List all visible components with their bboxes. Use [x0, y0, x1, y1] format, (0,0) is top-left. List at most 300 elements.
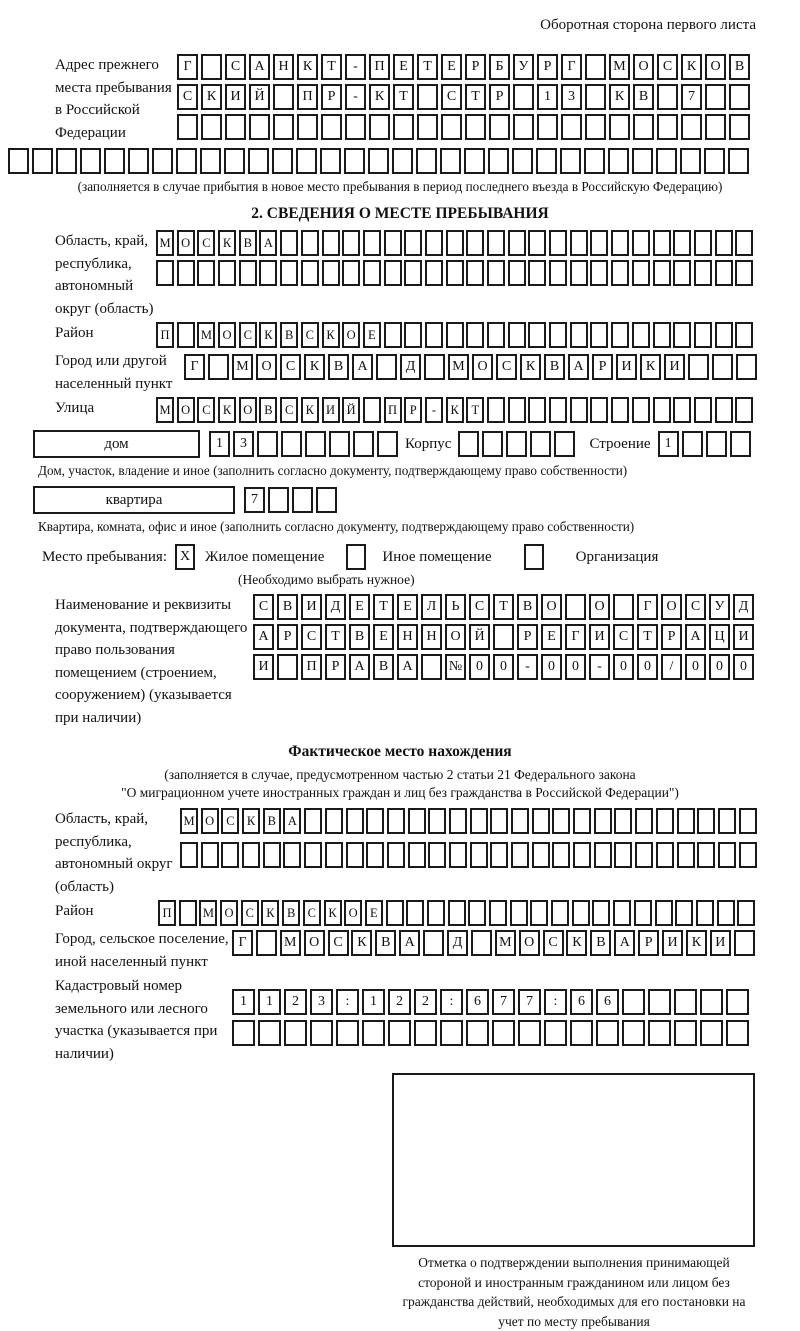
char-box[interactable]: П [384, 397, 402, 423]
char-box[interactable]: Н [273, 54, 294, 80]
char-box[interactable] [336, 1020, 359, 1046]
char-box[interactable]: Т [637, 624, 658, 650]
char-box[interactable] [726, 1020, 749, 1046]
char-box[interactable] [417, 84, 438, 110]
char-box[interactable]: С [221, 808, 239, 834]
char-box[interactable] [677, 808, 695, 834]
char-box[interactable]: 0 [469, 654, 490, 680]
char-box[interactable] [342, 260, 360, 286]
char-box[interactable] [573, 842, 591, 868]
char-box[interactable] [249, 114, 270, 140]
char-box[interactable] [632, 230, 650, 256]
char-box[interactable] [263, 842, 281, 868]
char-box[interactable]: К [201, 84, 222, 110]
char-box[interactable] [465, 114, 486, 140]
char-box[interactable] [466, 260, 484, 286]
char-box[interactable] [281, 431, 302, 457]
char-box[interactable]: 1 [209, 431, 230, 457]
char-box[interactable] [392, 148, 413, 174]
char-box[interactable] [325, 842, 343, 868]
char-box[interactable]: М [197, 322, 215, 348]
char-box[interactable]: В [373, 654, 394, 680]
char-box[interactable] [511, 842, 529, 868]
char-box[interactable] [570, 230, 588, 256]
char-box[interactable]: А [685, 624, 706, 650]
char-box[interactable]: 7 [681, 84, 702, 110]
char-box[interactable] [322, 230, 340, 256]
char-box[interactable]: С [613, 624, 634, 650]
char-box[interactable] [596, 1020, 619, 1046]
char-box[interactable]: М [180, 808, 198, 834]
char-box[interactable] [677, 842, 695, 868]
char-box[interactable]: Р [489, 84, 510, 110]
char-box[interactable]: 1 [658, 431, 679, 457]
char-box[interactable] [508, 397, 526, 423]
stay-type-checkbox-organization[interactable] [524, 544, 544, 570]
char-box[interactable]: Н [421, 624, 442, 650]
char-box[interactable] [705, 84, 726, 110]
char-box[interactable] [466, 230, 484, 256]
char-box[interactable]: К [446, 397, 464, 423]
char-box[interactable] [681, 114, 702, 140]
char-box[interactable] [532, 808, 550, 834]
char-box[interactable]: / [661, 654, 682, 680]
char-box[interactable]: О [519, 930, 540, 956]
char-box[interactable] [424, 354, 445, 380]
char-box[interactable]: Г [561, 54, 582, 80]
char-box[interactable] [258, 1020, 281, 1046]
char-box[interactable] [176, 148, 197, 174]
char-box[interactable] [80, 148, 101, 174]
char-box[interactable] [570, 260, 588, 286]
char-box[interactable] [705, 114, 726, 140]
char-box[interactable] [549, 230, 567, 256]
char-box[interactable]: 3 [310, 989, 333, 1015]
char-box[interactable] [384, 260, 402, 286]
char-box[interactable] [590, 397, 608, 423]
char-box[interactable] [406, 900, 424, 926]
char-box[interactable] [427, 900, 445, 926]
char-box[interactable]: М [156, 397, 174, 423]
char-box[interactable] [657, 114, 678, 140]
char-box[interactable] [280, 260, 298, 286]
char-box[interactable]: 0 [685, 654, 706, 680]
char-box[interactable]: Р [404, 397, 422, 423]
char-box[interactable] [635, 842, 653, 868]
char-box[interactable] [674, 1020, 697, 1046]
char-box[interactable] [549, 260, 567, 286]
char-box[interactable] [492, 1020, 515, 1046]
char-box[interactable] [718, 842, 736, 868]
char-box[interactable] [197, 260, 215, 286]
char-box[interactable] [329, 431, 350, 457]
char-box[interactable] [585, 84, 606, 110]
char-box[interactable] [508, 260, 526, 286]
char-box[interactable]: В [277, 594, 298, 620]
char-box[interactable] [573, 808, 591, 834]
char-box[interactable]: 1 [362, 989, 385, 1015]
char-box[interactable] [388, 1020, 411, 1046]
char-box[interactable]: Г [565, 624, 586, 650]
char-box[interactable] [653, 230, 671, 256]
char-box[interactable] [104, 148, 125, 174]
char-box[interactable] [729, 84, 750, 110]
char-box[interactable] [273, 84, 294, 110]
char-box[interactable] [177, 260, 195, 286]
char-box[interactable]: О [633, 54, 654, 80]
char-box[interactable]: Е [393, 54, 414, 80]
char-box[interactable] [242, 842, 260, 868]
char-box[interactable] [590, 260, 608, 286]
char-box[interactable] [675, 900, 693, 926]
char-box[interactable]: К [566, 930, 587, 956]
char-box[interactable] [393, 114, 414, 140]
char-box[interactable] [739, 842, 757, 868]
char-box[interactable] [554, 431, 575, 457]
char-box[interactable]: С [496, 354, 517, 380]
char-box[interactable] [590, 322, 608, 348]
char-box[interactable] [694, 260, 712, 286]
char-box[interactable]: А [253, 624, 274, 650]
char-box[interactable] [482, 431, 503, 457]
char-box[interactable] [544, 1020, 567, 1046]
char-box[interactable]: К [351, 930, 372, 956]
char-box[interactable]: О [705, 54, 726, 80]
char-box[interactable]: К [218, 397, 236, 423]
char-box[interactable]: К [681, 54, 702, 80]
char-box[interactable] [717, 900, 735, 926]
char-box[interactable]: А [614, 930, 635, 956]
char-box[interactable]: А [568, 354, 589, 380]
char-box[interactable] [511, 808, 529, 834]
char-box[interactable]: К [640, 354, 661, 380]
char-box[interactable] [552, 808, 570, 834]
char-box[interactable]: Й [469, 624, 490, 650]
char-box[interactable]: О [472, 354, 493, 380]
char-box[interactable] [305, 431, 326, 457]
char-box[interactable]: А [399, 930, 420, 956]
char-box[interactable]: И [301, 594, 322, 620]
char-box[interactable]: 0 [565, 654, 586, 680]
char-box[interactable]: С [685, 594, 706, 620]
char-box[interactable]: Б [489, 54, 510, 80]
char-box[interactable] [715, 397, 733, 423]
char-box[interactable] [572, 900, 590, 926]
char-box[interactable]: Л [421, 594, 442, 620]
char-box[interactable]: С [177, 84, 198, 110]
char-box[interactable]: 1 [537, 84, 558, 110]
char-box[interactable]: Ц [709, 624, 730, 650]
char-box[interactable]: О [220, 900, 238, 926]
char-box[interactable]: К [259, 322, 277, 348]
char-box[interactable] [257, 431, 278, 457]
char-box[interactable] [292, 487, 313, 513]
char-box[interactable]: Н [397, 624, 418, 650]
char-box[interactable] [387, 842, 405, 868]
char-box[interactable] [706, 431, 727, 457]
char-box[interactable] [200, 148, 221, 174]
char-box[interactable]: И [253, 654, 274, 680]
char-box[interactable]: Г [232, 930, 253, 956]
char-box[interactable]: М [199, 900, 217, 926]
char-box[interactable] [321, 114, 342, 140]
char-box[interactable]: С [280, 397, 298, 423]
char-box[interactable]: К [304, 354, 325, 380]
char-box[interactable] [608, 148, 629, 174]
char-box[interactable]: М [156, 230, 174, 256]
char-box[interactable] [513, 84, 534, 110]
char-box[interactable]: А [283, 808, 301, 834]
char-box[interactable]: 7 [244, 487, 265, 513]
char-box[interactable] [8, 148, 29, 174]
char-box[interactable] [735, 230, 753, 256]
char-box[interactable] [346, 808, 364, 834]
char-box[interactable] [363, 397, 381, 423]
char-box[interactable] [368, 148, 389, 174]
char-box[interactable] [417, 114, 438, 140]
char-box[interactable]: Й [342, 397, 360, 423]
char-box[interactable]: О [201, 808, 219, 834]
char-box[interactable] [404, 260, 422, 286]
char-box[interactable] [488, 148, 509, 174]
char-box[interactable] [277, 654, 298, 680]
char-box[interactable] [532, 842, 550, 868]
char-box[interactable] [259, 260, 277, 286]
char-box[interactable]: А [259, 230, 277, 256]
char-box[interactable] [680, 148, 701, 174]
char-box[interactable]: И [322, 397, 340, 423]
char-box[interactable]: Р [517, 624, 538, 650]
char-box[interactable]: И [733, 624, 754, 650]
char-box[interactable] [421, 654, 442, 680]
char-box[interactable]: М [232, 354, 253, 380]
char-box[interactable] [366, 808, 384, 834]
char-box[interactable]: В [544, 354, 565, 380]
char-box[interactable] [673, 230, 691, 256]
char-box[interactable] [404, 322, 422, 348]
char-box[interactable] [458, 431, 479, 457]
char-box[interactable]: О [256, 354, 277, 380]
char-box[interactable] [268, 487, 289, 513]
char-box[interactable]: Е [349, 594, 370, 620]
char-box[interactable] [622, 989, 645, 1015]
char-box[interactable] [404, 230, 422, 256]
char-box[interactable] [560, 148, 581, 174]
char-box[interactable] [363, 260, 381, 286]
char-box[interactable]: С [197, 397, 215, 423]
char-box[interactable]: П [158, 900, 176, 926]
char-box[interactable]: 3 [233, 431, 254, 457]
char-box[interactable] [221, 842, 239, 868]
char-box[interactable] [611, 397, 629, 423]
char-box[interactable] [510, 900, 528, 926]
char-box[interactable]: В [349, 624, 370, 650]
char-box[interactable]: К [609, 84, 630, 110]
char-box[interactable]: 3 [561, 84, 582, 110]
char-box[interactable] [592, 900, 610, 926]
char-box[interactable] [657, 84, 678, 110]
char-box[interactable] [570, 322, 588, 348]
char-box[interactable] [656, 808, 674, 834]
char-box[interactable] [632, 148, 653, 174]
char-box[interactable] [611, 322, 629, 348]
char-box[interactable] [384, 230, 402, 256]
char-box[interactable] [296, 148, 317, 174]
char-box[interactable]: Р [537, 54, 558, 80]
char-box[interactable]: 1 [258, 989, 281, 1015]
char-box[interactable]: К [686, 930, 707, 956]
char-box[interactable] [735, 397, 753, 423]
char-box[interactable] [301, 260, 319, 286]
char-box[interactable]: К [520, 354, 541, 380]
char-box[interactable] [594, 842, 612, 868]
char-box[interactable]: 0 [493, 654, 514, 680]
char-box[interactable] [489, 114, 510, 140]
char-box[interactable] [487, 260, 505, 286]
char-box[interactable] [552, 842, 570, 868]
char-box[interactable]: Т [393, 84, 414, 110]
char-box[interactable]: У [513, 54, 534, 80]
char-box[interactable]: Д [733, 594, 754, 620]
char-box[interactable] [376, 354, 397, 380]
char-box[interactable]: О [661, 594, 682, 620]
char-box[interactable] [613, 594, 634, 620]
char-box[interactable] [735, 322, 753, 348]
char-box[interactable] [506, 431, 527, 457]
char-box[interactable]: П [301, 654, 322, 680]
char-box[interactable] [345, 114, 366, 140]
char-box[interactable] [156, 260, 174, 286]
char-box[interactable] [570, 397, 588, 423]
char-box[interactable]: У [709, 594, 730, 620]
char-box[interactable]: С [197, 230, 215, 256]
char-box[interactable] [656, 148, 677, 174]
char-box[interactable] [297, 114, 318, 140]
char-box[interactable]: - [345, 84, 366, 110]
char-box[interactable] [283, 842, 301, 868]
char-box[interactable]: В [263, 808, 281, 834]
char-box[interactable] [280, 230, 298, 256]
char-box[interactable]: : [544, 989, 567, 1015]
char-box[interactable] [218, 260, 236, 286]
char-box[interactable] [180, 842, 198, 868]
char-box[interactable] [408, 808, 426, 834]
char-box[interactable] [470, 842, 488, 868]
char-box[interactable] [549, 397, 567, 423]
char-box[interactable] [425, 322, 443, 348]
char-box[interactable] [464, 148, 485, 174]
char-box[interactable]: Т [325, 624, 346, 650]
char-box[interactable] [729, 114, 750, 140]
char-box[interactable] [613, 900, 631, 926]
char-box[interactable] [728, 148, 749, 174]
char-box[interactable]: П [156, 322, 174, 348]
char-box[interactable]: О [177, 230, 195, 256]
char-box[interactable]: Е [397, 594, 418, 620]
char-box[interactable] [449, 808, 467, 834]
char-box[interactable] [528, 230, 546, 256]
char-box[interactable] [377, 431, 398, 457]
char-box[interactable]: Е [365, 900, 383, 926]
char-box[interactable] [152, 148, 173, 174]
char-box[interactable] [490, 808, 508, 834]
char-box[interactable] [322, 260, 340, 286]
char-box[interactable]: Д [400, 354, 421, 380]
char-box[interactable] [369, 114, 390, 140]
char-box[interactable] [700, 989, 723, 1015]
stay-type-checkbox-residential[interactable]: X [175, 544, 195, 570]
char-box[interactable] [674, 989, 697, 1015]
char-box[interactable]: Д [325, 594, 346, 620]
char-box[interactable] [715, 230, 733, 256]
char-box[interactable] [440, 1020, 463, 1046]
char-box[interactable]: Т [465, 84, 486, 110]
char-box[interactable]: М [448, 354, 469, 380]
char-box[interactable] [177, 114, 198, 140]
char-box[interactable] [697, 842, 715, 868]
char-box[interactable]: В [590, 930, 611, 956]
char-box[interactable] [239, 260, 257, 286]
char-box[interactable] [528, 322, 546, 348]
char-box[interactable] [694, 230, 712, 256]
char-box[interactable]: С [241, 900, 259, 926]
char-box[interactable]: Р [321, 84, 342, 110]
char-box[interactable] [570, 1020, 593, 1046]
char-box[interactable] [673, 397, 691, 423]
char-box[interactable]: О [445, 624, 466, 650]
char-box[interactable]: С [225, 54, 246, 80]
char-box[interactable] [712, 354, 733, 380]
char-box[interactable]: А [397, 654, 418, 680]
char-box[interactable]: Р [277, 624, 298, 650]
char-box[interactable] [310, 1020, 333, 1046]
char-box[interactable] [363, 230, 381, 256]
char-box[interactable] [609, 114, 630, 140]
char-box[interactable]: К [242, 808, 260, 834]
char-box[interactable]: К [369, 84, 390, 110]
char-box[interactable] [735, 260, 753, 286]
char-box[interactable]: В [280, 322, 298, 348]
char-box[interactable] [414, 1020, 437, 1046]
char-box[interactable] [682, 431, 703, 457]
char-box[interactable]: С [657, 54, 678, 80]
char-box[interactable]: С [303, 900, 321, 926]
char-box[interactable] [487, 230, 505, 256]
char-box[interactable]: К [261, 900, 279, 926]
char-box[interactable]: Р [465, 54, 486, 80]
char-box[interactable]: 1 [232, 989, 255, 1015]
char-box[interactable] [304, 842, 322, 868]
char-box[interactable] [528, 397, 546, 423]
char-box[interactable] [694, 397, 712, 423]
char-box[interactable]: 0 [613, 654, 634, 680]
char-box[interactable] [736, 354, 757, 380]
char-box[interactable] [653, 322, 671, 348]
char-box[interactable] [273, 114, 294, 140]
char-box[interactable]: В [375, 930, 396, 956]
char-box[interactable]: В [729, 54, 750, 80]
char-box[interactable]: М [495, 930, 516, 956]
char-box[interactable]: И [664, 354, 685, 380]
char-box[interactable]: 2 [388, 989, 411, 1015]
char-box[interactable] [715, 322, 733, 348]
char-box[interactable] [614, 808, 632, 834]
char-box[interactable] [446, 322, 464, 348]
char-box[interactable] [730, 431, 751, 457]
char-box[interactable] [490, 842, 508, 868]
char-box[interactable] [428, 842, 446, 868]
char-box[interactable]: О [218, 322, 236, 348]
